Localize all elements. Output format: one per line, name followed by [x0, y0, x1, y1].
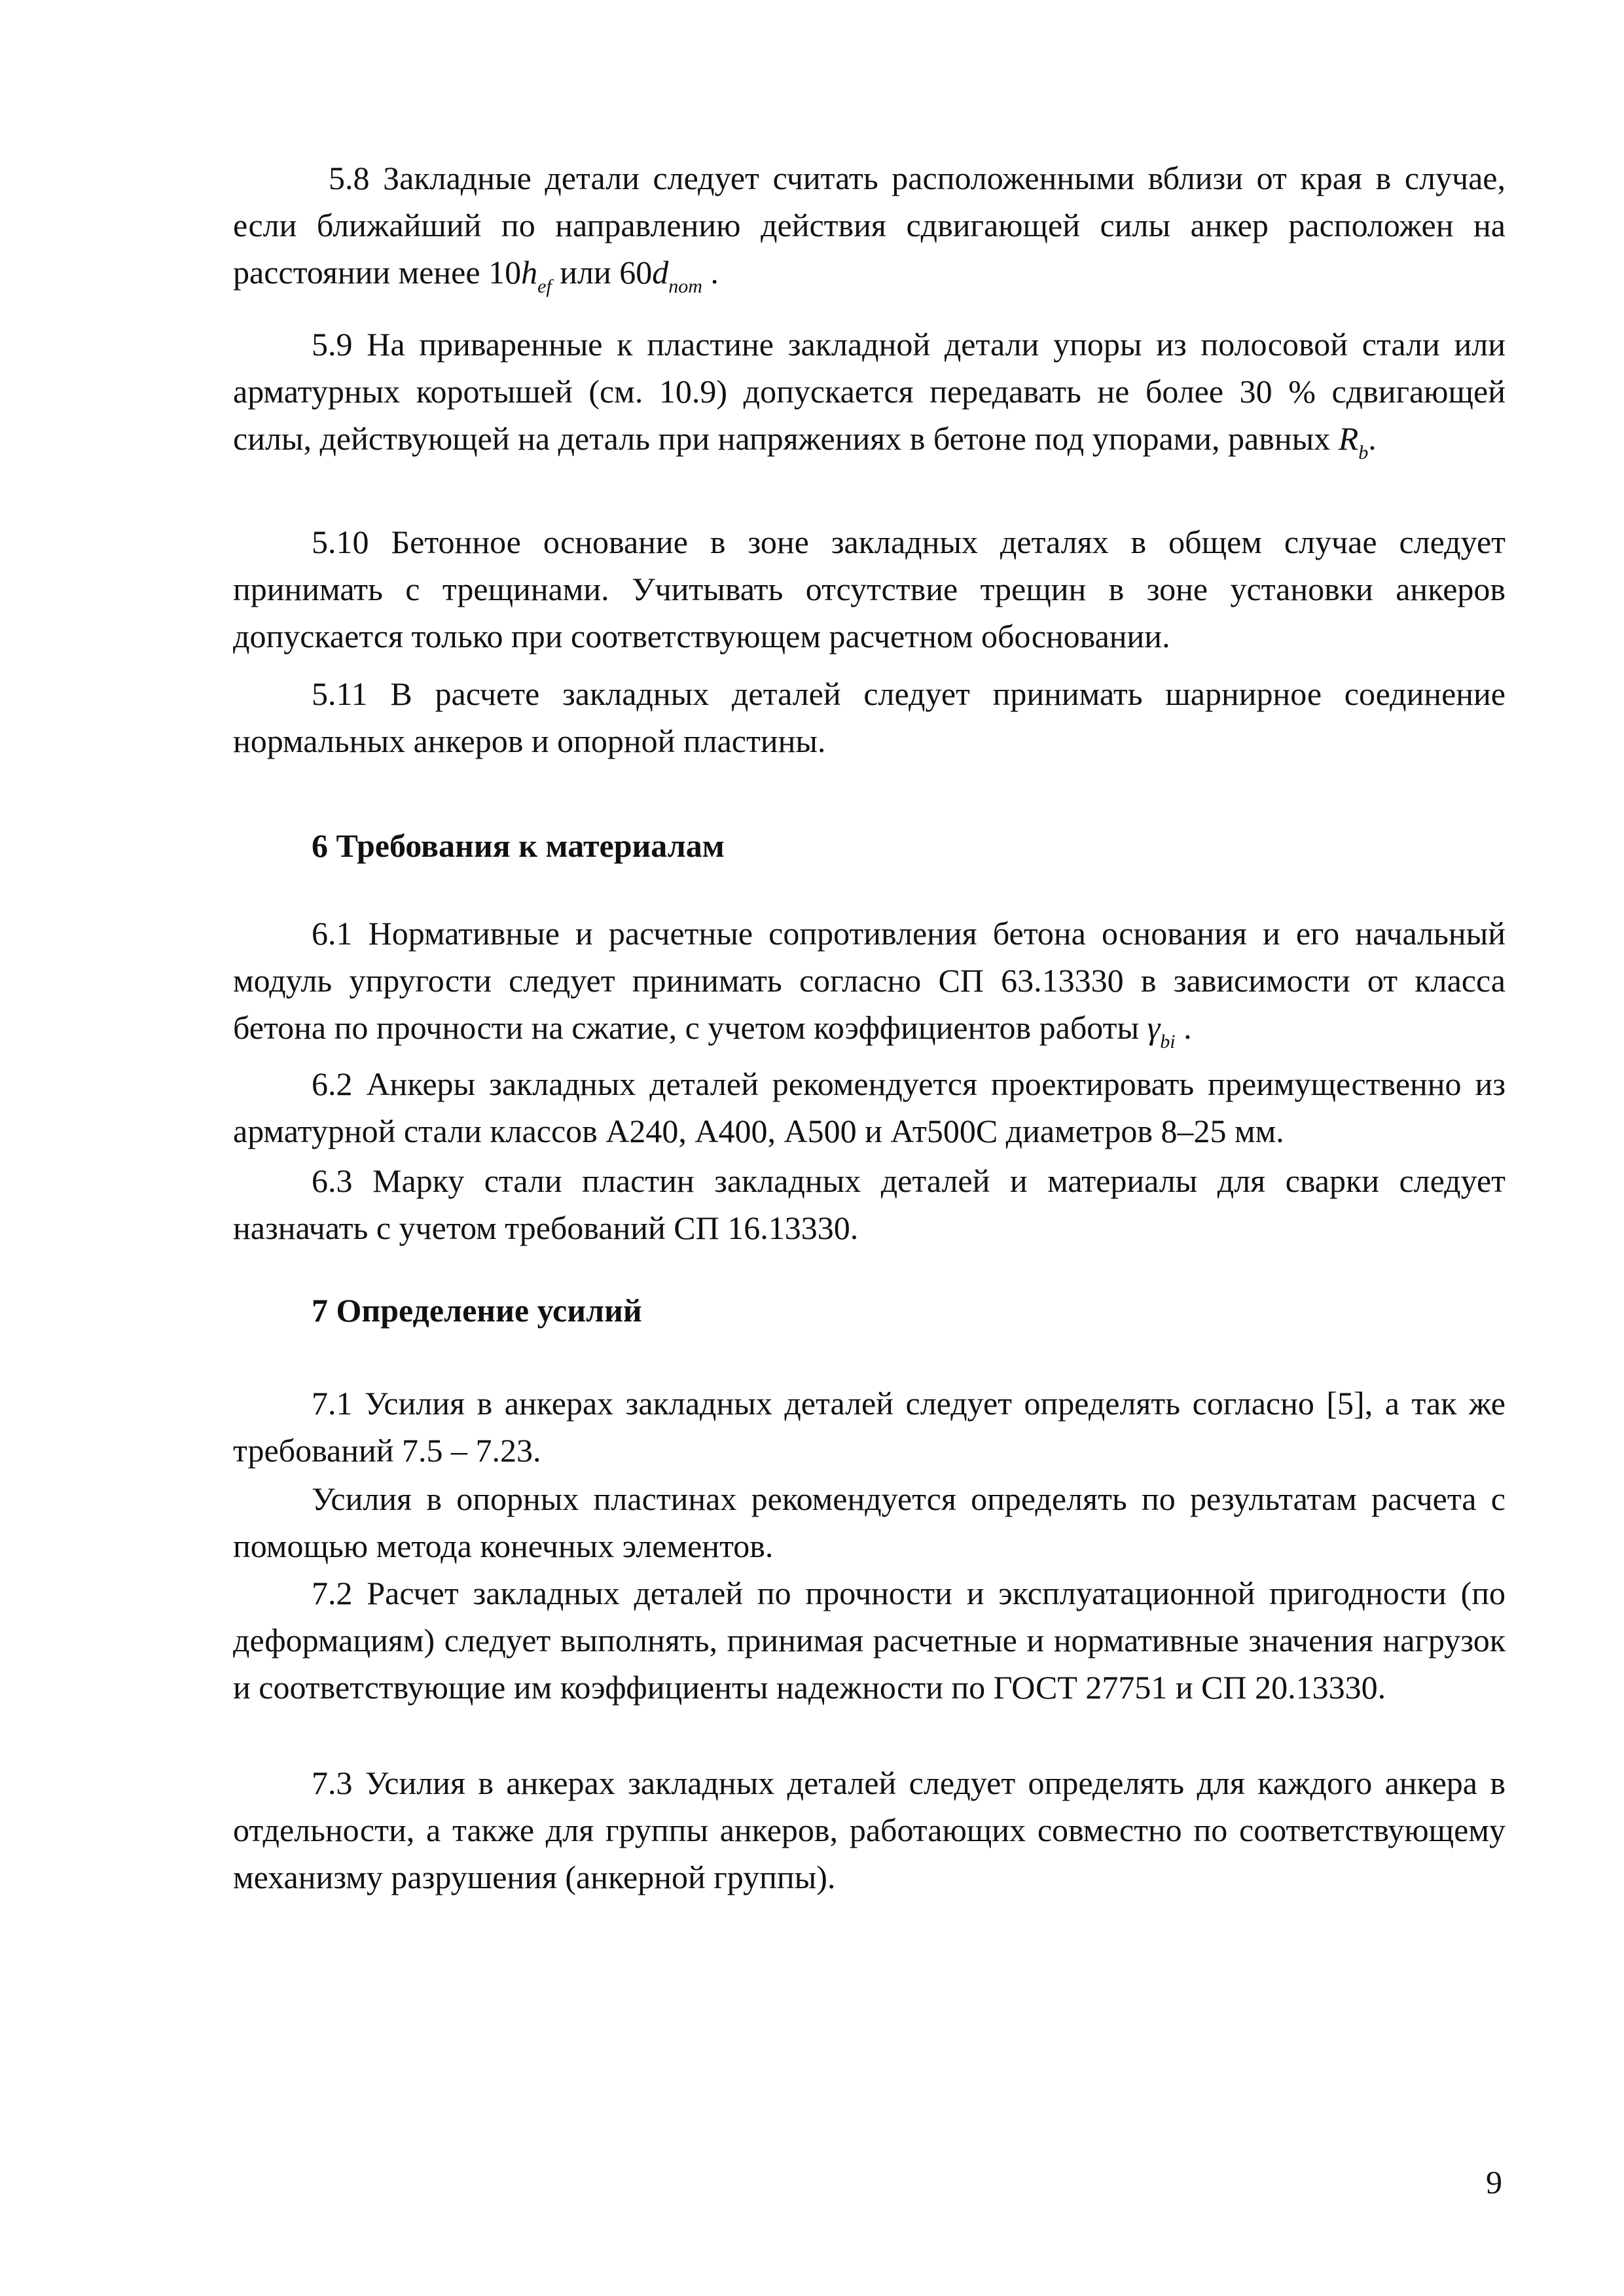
paragraph-5-9: 5.9 На приваренные к пластине закладной детали упоры из полосовой стали или арматурных коротышей (см. 10.9) допускается передавать не более 30 % сдвигающей силы, действующей на деталь при напряжениях в бетоне под упорами, равных $R_b$. — [233, 326, 1506, 463]
section-heading-7: 7 Определение усилий — [312, 1292, 642, 1329]
formula-60dnom: $60d_{nom}$ — [619, 254, 702, 297]
paragraph-7-1-continued: Усилия в опорных пластинах рекомендуется определять по результатам расчета с помощью метода конечных элементов. — [233, 1480, 1506, 1564]
section-heading-6: 6 Требования к материалам — [312, 827, 725, 864]
paragraph-7-3: 7.3 Усилия в анкерах закладных деталей следует определять для каждого анкера в отдельности, а также для группы анкеров, работающих совместно по соответствующему механизму разрушения (анкерной группы). — [233, 1765, 1506, 1895]
paragraph-5-9-text: 5.9 На приваренные к пластине закладной детали упоры из полосовой стали или арматурных коротышей (см. 10.9) допускается передавать не более 30 % сдвигающей силы, действующей на деталь при напряжениях в бетоне под упорами, равных — [233, 326, 1506, 457]
paragraph-6-2: 6.2 Анкеры закладных деталей рекомендуется проектировать преимущественно из арматурной стали классов А240, А400, А500 и Ат500С диаметров 8–25 мм. — [233, 1066, 1506, 1149]
symbol-rb: R — [1338, 420, 1359, 457]
paragraph-6-1: 6.1 Нормативные и расчетные сопротивления бетона основания и его начальный модуль упругости следует принимать согласно СП 63.13330 в зависимости от класса бетона по прочности на сжатие, с учетом коэффициентов работы $\gamma_{bi}$ . — [233, 915, 1506, 1052]
formula-10hef: $10h_{ef}$ — [488, 254, 552, 297]
paragraph-5-11: 5.11 В расчете закладных деталей следует принимать шарнирное соединение нормальных анкеров и опорной пластины. — [233, 675, 1506, 759]
paragraph-6-1-text: 6.1 Нормативные и расчетные сопротивления бетона основания и его начальный модуль упругости следует принимать согласно СП 63.13330 в зависимости от класса бетона по прочности на сжатие, с учетом коэффициентов работы — [233, 915, 1506, 1046]
paragraph-7-1: 7.1 Усилия в анкерах закладных деталей следует определять согласно [5], а так же требований 7.5 – 7.23. — [233, 1385, 1506, 1469]
paragraph-5-10: 5.10 Бетонное основание в зоне закладных деталях в общем случае следует принимать с трещинами. Учитывать отсутствие трещин в зоне установки анкеров допускается только при соответствующем расчетном обосновании. — [233, 524, 1506, 655]
paragraph-6-3: 6.3 Марку стали пластин закладных деталей и материалы для сварки следует назначать с учетом требований СП 16.13330. — [233, 1162, 1506, 1246]
paragraph-5-8-text: 5.8 Закладные детали следует считать расположенными вблизи от края в случае, если ближайший по направлению действия сдвигающей силы анкер расположен на расстоянии менее — [233, 160, 1506, 291]
symbol-gamma-bi: γ — [1147, 1009, 1161, 1046]
paragraph-7-2: 7.2 Расчет закладных деталей по прочности и эксплуатационной пригодности (по деформациям) следует выполнять, принимая расчетные и нормативные значения нагрузок и соответствующие им коэффициенты надежности по ГОСТ 27751 и СП 20.13330. — [233, 1575, 1506, 1706]
paragraph-5-8: 5.8 Закладные детали следует считать расположенными вблизи от края в случае, если ближайший по направлению действия сдвигающей силы анкер расположен на расстоянии менее $10h_{ef}$ или $60d_{nom}$ . — [233, 160, 1506, 297]
page-number: 9 — [1486, 2164, 1502, 2200]
